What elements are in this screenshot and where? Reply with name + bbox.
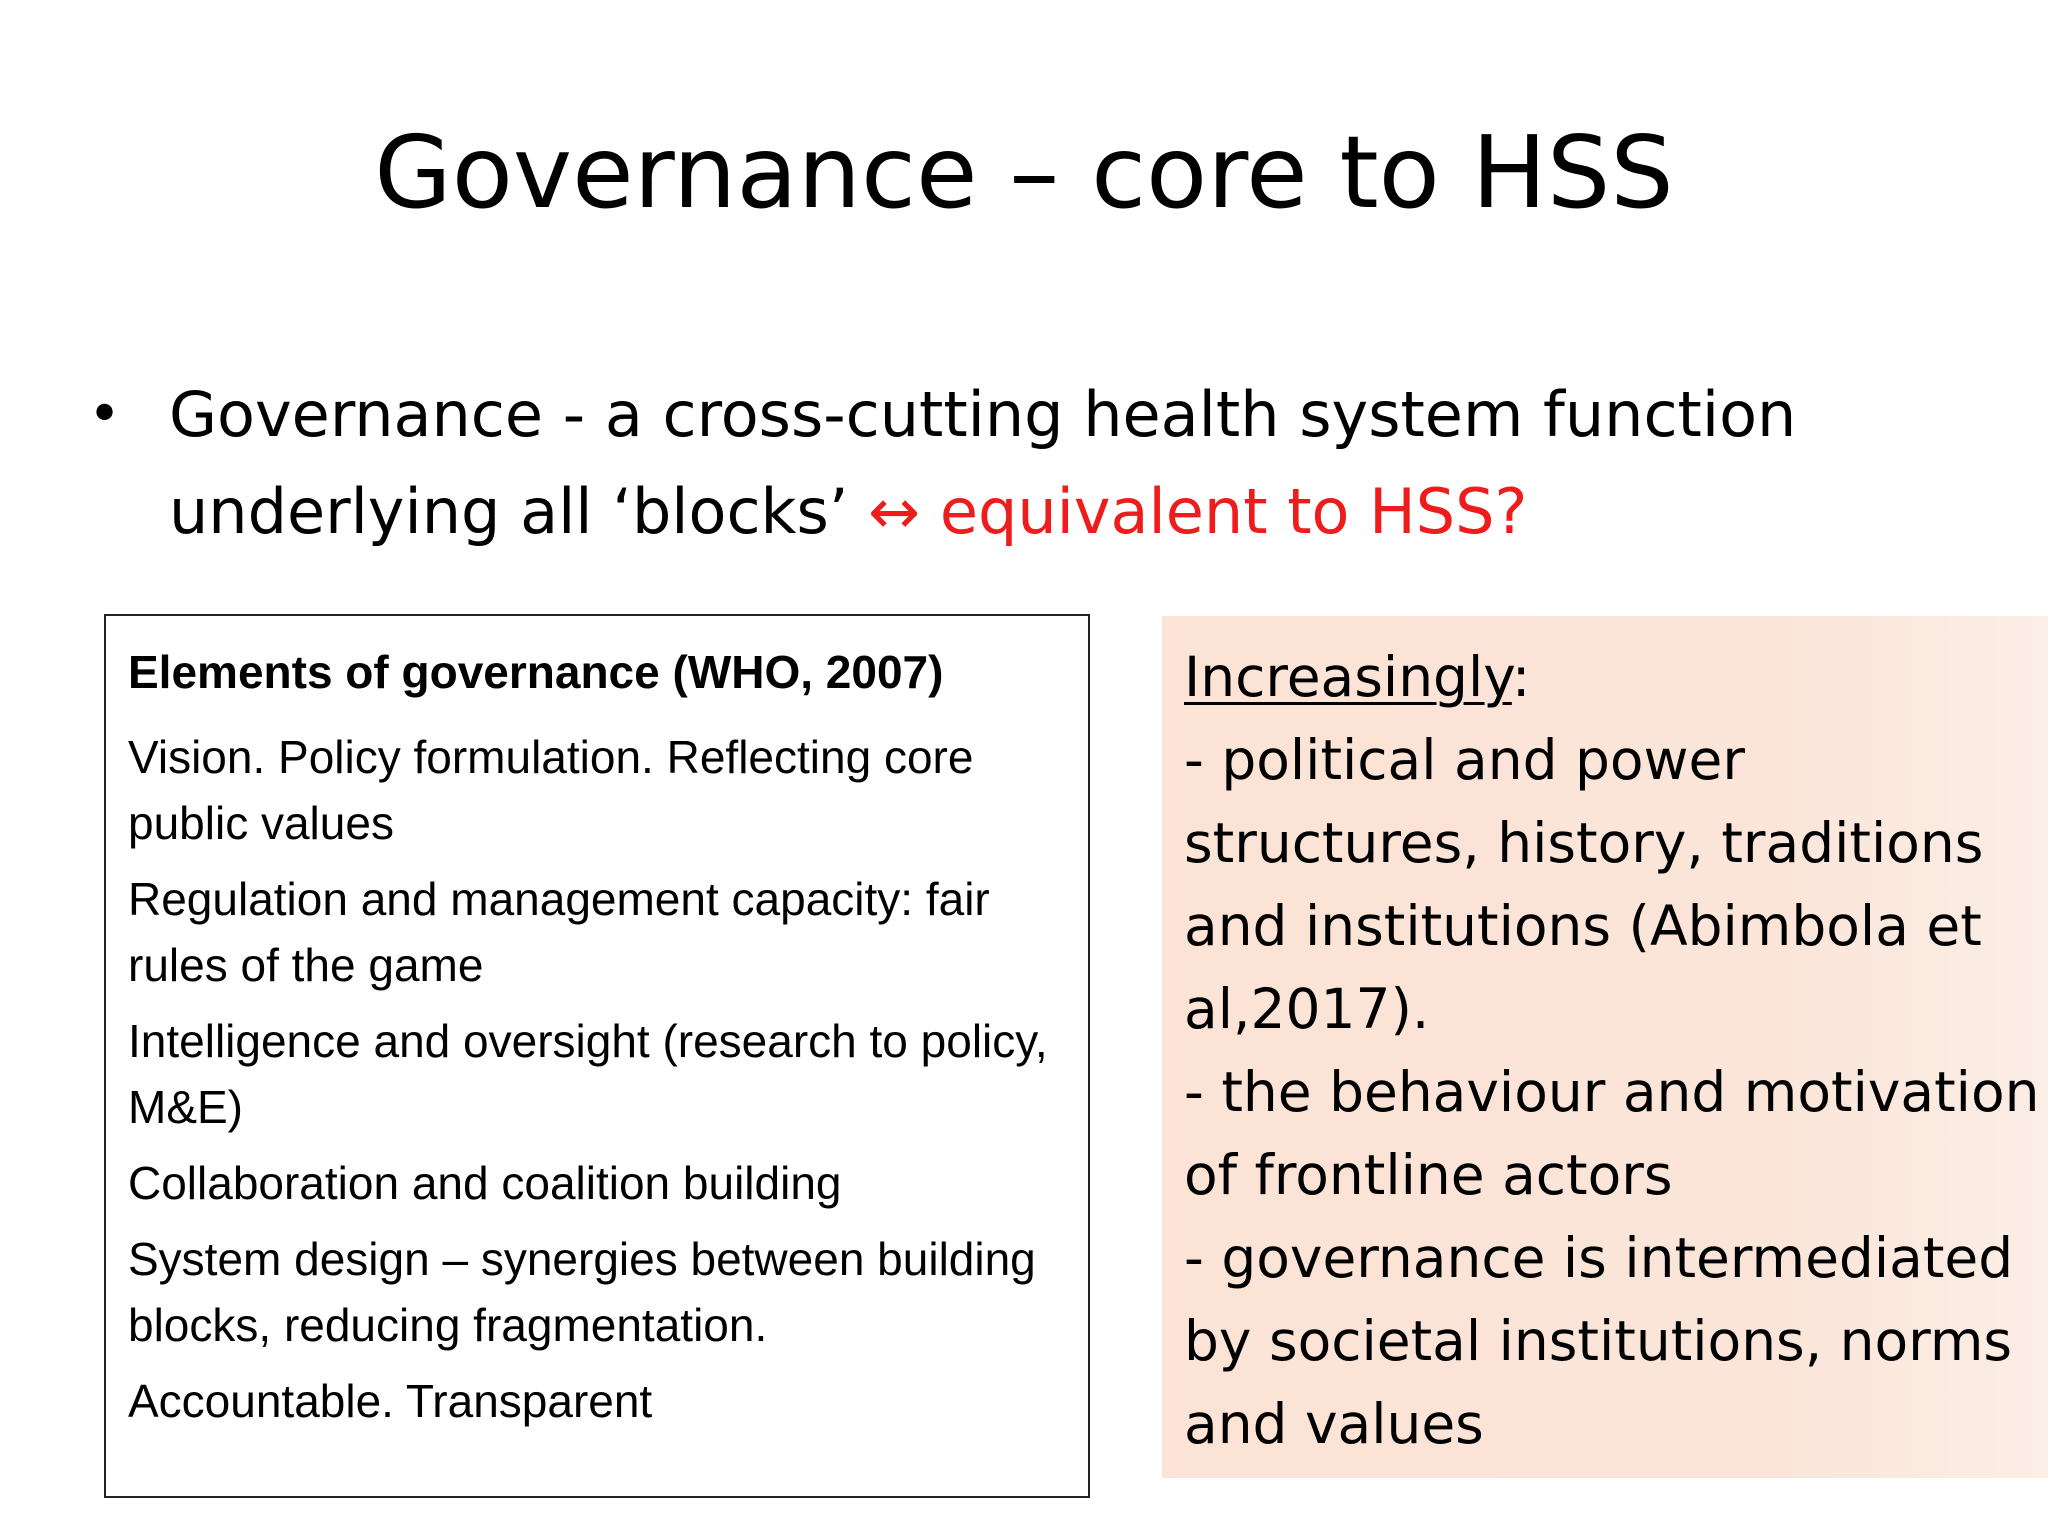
- who-elements-box: [104, 614, 1090, 1498]
- who-item-accountable: Accountable. Transparent: [128, 1375, 653, 1427]
- bullet-lead-text: Governance - a cross-cutting health system function underlying all ‘blocks’: [169, 378, 1797, 548]
- increasingly-point-behaviour: - the behaviour and motivation of frontline actors: [1184, 1060, 2040, 1207]
- bullet-dot-icon: •: [88, 382, 122, 447]
- who-box-heading: Elements of governance (WHO, 2007): [128, 646, 944, 698]
- main-bullet-text: [169, 366, 1988, 560]
- who-item-intelligence: Intelligence and oversight (research to policy, M&E): [128, 1015, 1048, 1133]
- who-item-vision: Vision. Policy formulation. Reflecting core public values: [128, 731, 974, 849]
- increasingly-heading-word: Increasingly: [1184, 645, 1512, 709]
- bullet-highlight-text: ↔ equivalent to HSS?: [868, 475, 1528, 548]
- increasingly-heading-colon: :: [1511, 645, 1531, 709]
- increasingly-heading: [1184, 636, 2048, 719]
- who-item-regulation: Regulation and management capacity: fair rules of the game: [128, 873, 990, 991]
- increasingly-point-power: - political and power structures, history, traditions and institutions (Abimbola et al,2017).: [1184, 728, 1984, 1041]
- increasingly-point-intermediated: - governance is intermediated by societal institutions, norms and values: [1184, 1226, 2014, 1456]
- who-item-collaboration: Collaboration and coalition building: [128, 1157, 842, 1209]
- slide-title: Governance – core to HSS: [374, 114, 1674, 231]
- main-bullet: [88, 366, 1988, 560]
- who-item-system-design: System design – synergies between building blocks, reducing fragmentation.: [128, 1233, 1036, 1351]
- increasingly-box: [1162, 616, 2048, 1478]
